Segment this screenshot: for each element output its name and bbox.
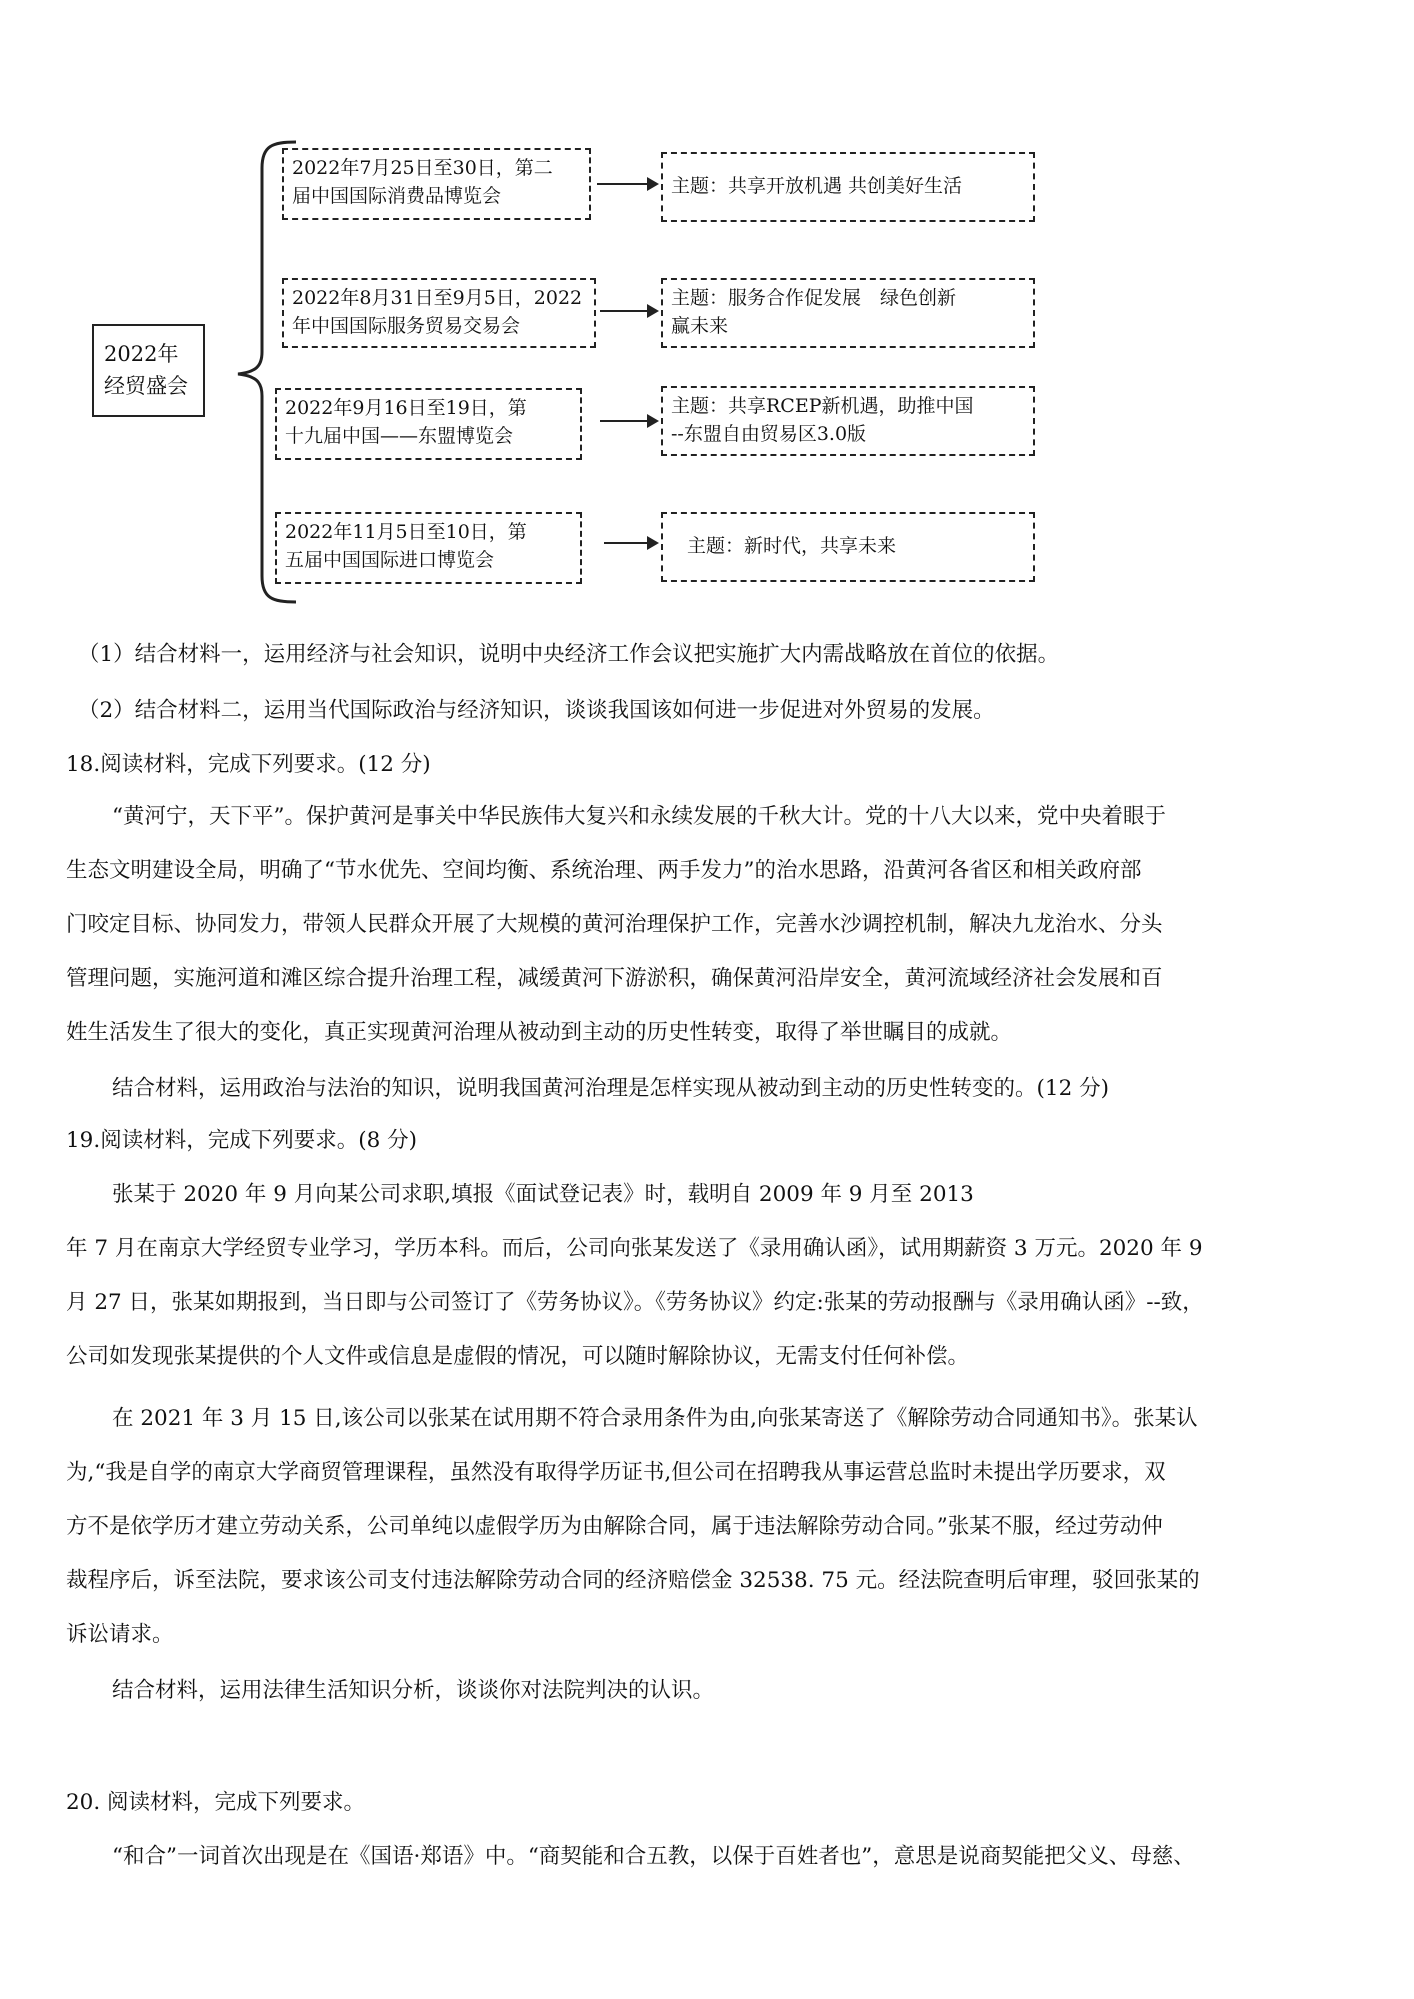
theme-box-2 — [661, 278, 1035, 348]
arrow-1 — [597, 183, 657, 185]
q17-part-1: （1）结合材料一，运用经济与社会知识，说明中央经济工作会议把实施扩大内需战略放在首位的依据。 — [78, 642, 1060, 667]
event-2-line-1: 2022年8月31日至9月5日，2022 — [292, 287, 583, 309]
q19-material-line-2: 年 7 月在南京大学经贸专业学习，学历本科。而后，公司向张某发送了《录用确认函》，试用期薪资 3 万元。2020 年 9 — [66, 1236, 1203, 1261]
event-box-3 — [275, 388, 582, 460]
event-1-line-2: 届中国国际消费品博览会 — [292, 185, 502, 207]
q17-part-2: （2）结合材料二，运用当代国际政治与经济知识，谈谈我国该如何进一步促进对外贸易的发展。 — [78, 698, 995, 723]
q19-heading: 19.阅读材料，完成下列要求。(8 分) — [66, 1128, 417, 1153]
theme-2-line-2: 赢未来 — [671, 315, 729, 337]
theme-4-line-1: 主题：新时代，共享未来 — [687, 535, 897, 557]
trade-events-diagram — [0, 0, 1414, 620]
q19-material-line-7: 方不是依学历才建立劳动关系，公司单纯以虚假学历为由解除合同，属于违法解除劳动合同。”张某不服，经过劳动仲 — [66, 1514, 1163, 1539]
q18-material-line-4: 管理问题，实施河道和滩区综合提升治理工程，减缓黄河下游淤积，确保黄河沿岸安全，黄河流域经济社会发展和百 — [66, 966, 1163, 991]
event-4-line-2: 五届中国国际进口博览会 — [285, 549, 495, 571]
q19-material-line-6: 为,“我是自学的南京大学商贸管理课程，虽然没有取得学历证书,但公司在招聘我从事运营总监时未提出学历要求，双 — [66, 1460, 1166, 1485]
q19-material-line-4: 公司如发现张某提供的个人文件或信息是虚假的情况，可以随时解除协议，无需支付任何补偿。 — [66, 1344, 970, 1369]
event-2-line-2: 年中国国际服务贸易交易会 — [292, 315, 521, 337]
theme-box-1 — [661, 152, 1035, 222]
q19-material-line-3: 月 27 日，张某如期报到，当日即与公司签订了《劳务协议》。《劳务协议》约定:张某的劳动报酬与《录用确认函》--致， — [66, 1290, 1204, 1315]
event-3-line-1: 2022年9月16日至19日，第 — [285, 397, 527, 419]
theme-1-line-1: 主题：共享开放机遇 共创美好生活 — [671, 175, 963, 197]
diagram-root-box — [92, 324, 205, 417]
q18-question: 结合材料，运用政治与法治的知识，说明我国黄河治理是怎样实现从被动到主动的历史性转变的。(12 分) — [112, 1076, 1109, 1101]
root-line-2: 经贸盛会 — [104, 374, 188, 398]
event-3-line-2: 十九届中国——东盟博览会 — [285, 425, 514, 447]
arrow-4 — [604, 542, 657, 544]
q20-material-line-1: “和合”一词首次出现是在《国语·郑语》中。“商契能和合五教，以保于百姓者也”，意思是说商契能把父义、母慈、 — [112, 1844, 1195, 1869]
q18-material-line-2: 生态文明建设全局，明确了“节水优先、空间均衡、系统治理、两手发力”的治水思路，沿黄河各省区和相关政府部 — [66, 858, 1142, 883]
theme-2-line-1: 主题：服务合作促发展 绿色创新 — [671, 287, 957, 309]
event-box-4 — [275, 512, 582, 584]
event-4-line-1: 2022年11月5日至10日，第 — [285, 521, 527, 543]
q19-material-line-5: 在 2021 年 3 月 15 日,该公司以张某在试用期不符合录用条件为由,向张某寄送了《解除劳动合同通知书》。张某认 — [112, 1406, 1198, 1431]
arrow-2 — [600, 310, 657, 312]
q20-heading: 20. 阅读材料，完成下列要求。 — [66, 1790, 366, 1815]
theme-3-line-1: 主题：共享RCEP新机遇，助推中国 — [671, 395, 974, 417]
q19-material-line-8: 裁程序后，诉至法院，要求该公司支付违法解除劳动合同的经济赔偿金 32538. 75 元。经法院查明后审理，驳回张某的 — [66, 1568, 1200, 1593]
root-line-1: 2022年 — [104, 342, 179, 366]
q19-question: 结合材料，运用法律生活知识分析，谈谈你对法院判决的认识。 — [112, 1678, 715, 1703]
q19-material-line-9: 诉讼请求。 — [66, 1622, 174, 1647]
q18-heading: 18.阅读材料，完成下列要求。(12 分) — [66, 752, 431, 777]
q19-material-line-1: 张某于 2020 年 9 月向某公司求职,填报《面试登记表》时，载明自 2009 年 9 月至 2013 — [112, 1182, 974, 1207]
theme-3-line-2: --东盟自由贸易区3.0版 — [671, 423, 867, 445]
q18-material-line-3: 门咬定目标、协同发力，带领人民群众开展了大规模的黄河治理保护工作，完善水沙调控机制，解决九龙治水、分头 — [66, 912, 1163, 937]
event-box-1 — [282, 148, 591, 220]
theme-box-3 — [661, 386, 1035, 456]
q18-material-line-5: 姓生活发生了很大的变化，真正实现黄河治理从被动到主动的历史性转变，取得了举世瞩目的成就。 — [66, 1020, 1013, 1045]
theme-box-4 — [661, 512, 1035, 582]
q18-material-line-1: “黄河宁，天下平”。保护黄河是事关中华民族伟大复兴和永续发展的千秋大计。党的十八大以来，党中央着眼于 — [112, 804, 1166, 829]
arrow-3 — [600, 420, 657, 422]
event-1-line-1: 2022年7月25日至30日，第二 — [292, 157, 553, 179]
event-box-2 — [282, 278, 596, 348]
